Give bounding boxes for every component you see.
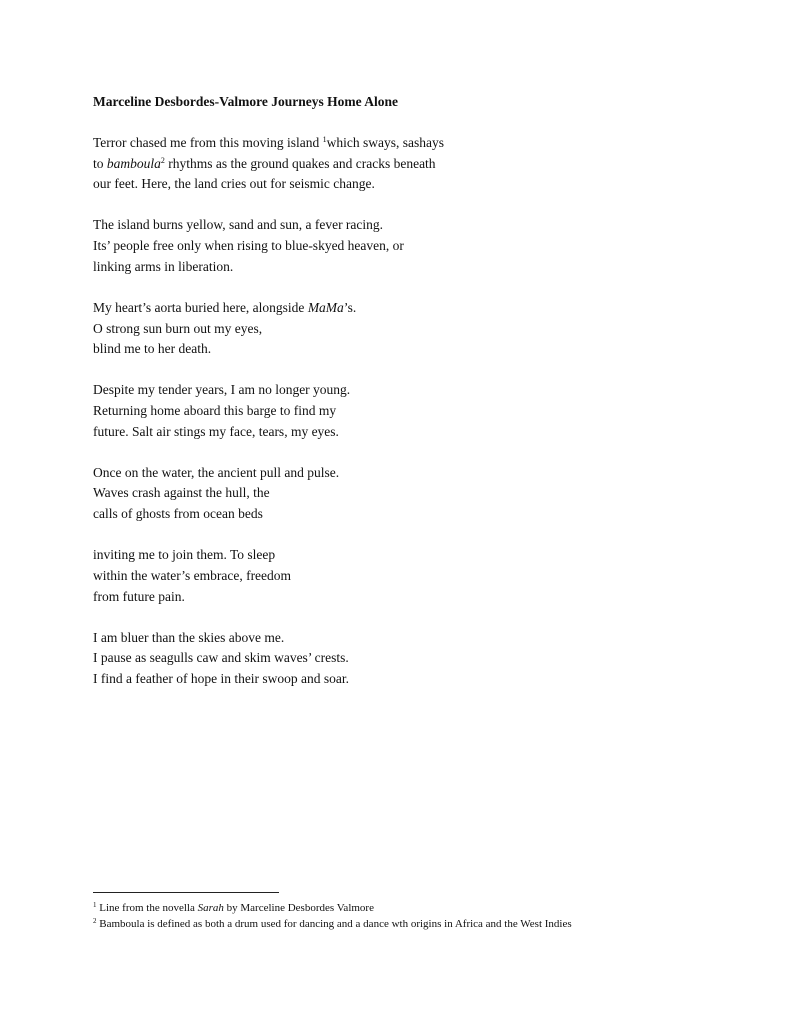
stanza-4: [93, 380, 444, 442]
poem-line: [93, 133, 444, 154]
poem-line: our feet. Here, the land cries out for seismic change.: [93, 176, 375, 192]
poem-line: within the water’s embrace, freedom: [93, 567, 292, 583]
poem-body: [93, 133, 444, 710]
poem-line: Waves crash against the hull, the: [93, 485, 270, 501]
footnote-text: Bamboula is defined as both a drum used for dancing and a dance wth origins in Africa and the West Indies: [96, 918, 572, 930]
poem-line-text: My heart’s aorta buried here, alongside: [93, 299, 308, 315]
poem-line: Its’ people free only when rising to blue-skyed heaven, or: [93, 238, 404, 254]
footnote-ref-1[interactable]: 1: [322, 135, 327, 144]
poem-line: Returning home aboard this barge to find my: [93, 403, 337, 418]
footnote-number: 1: [93, 901, 97, 909]
poem-line: blind me to her death.: [93, 341, 212, 357]
poem-line-text: ’s.: [343, 299, 357, 315]
footnote-text: Line from the novella: [96, 902, 198, 914]
poem-line-text: to: [93, 155, 107, 171]
poem-line: future. Salt air stings my face, tears, my eyes.: [93, 423, 339, 439]
poem-title: Marceline Desbordes-Valmore Journeys Home Alone: [93, 94, 398, 109]
stanza-7: [93, 628, 444, 690]
poem-line: I find a feather of hope in their swoop and soar.: [93, 671, 350, 686]
poem-line-text: rhythms as the ground quakes and cracks beneath: [164, 155, 436, 171]
footnote-separator: [93, 892, 279, 893]
poem-line: [93, 298, 444, 319]
italic-term: bamboula: [106, 155, 161, 171]
poem-line: I pause as seagulls caw and skim waves’ crests.: [93, 650, 349, 666]
poem-line: Despite my tender years, I am no longer young.: [93, 382, 351, 398]
stanza-1: [93, 133, 444, 195]
footnote-text: by Marceline Desbordes Valmore: [223, 902, 374, 914]
footnote-ref-2[interactable]: 2: [160, 155, 165, 165]
poem-line: calls of ghosts from ocean beds: [93, 506, 263, 522]
poem-line: inviting me to join them. To sleep: [93, 547, 276, 563]
stanza-3: [93, 298, 444, 360]
poem-line: Once on the water, the ancient pull and pulse.: [93, 464, 340, 480]
poem-line-text: Terror chased me from this moving island: [93, 135, 323, 150]
footnote-1: [93, 900, 572, 916]
poem-line: from future pain.: [93, 588, 185, 604]
poem-line: The island burns yellow, sand and sun, a fever racing.: [93, 217, 384, 233]
stanza-5: [93, 463, 444, 525]
poem-line-text: which sways, sashays: [326, 135, 445, 150]
poem-line: [93, 154, 444, 175]
poem-line: linking arms in liberation.: [93, 258, 234, 274]
footnote-2: [93, 916, 572, 932]
poem-line: I am bluer than the skies above me.: [93, 629, 285, 645]
footnotes: [93, 900, 572, 932]
poem-line: O strong sun burn out my eyes,: [93, 320, 263, 336]
stanza-2: [93, 215, 444, 277]
italic-name: MaMa: [307, 299, 344, 315]
stanza-6: [93, 545, 444, 607]
italic-title: Sarah: [197, 902, 224, 914]
footnote-number: 2: [93, 917, 97, 925]
